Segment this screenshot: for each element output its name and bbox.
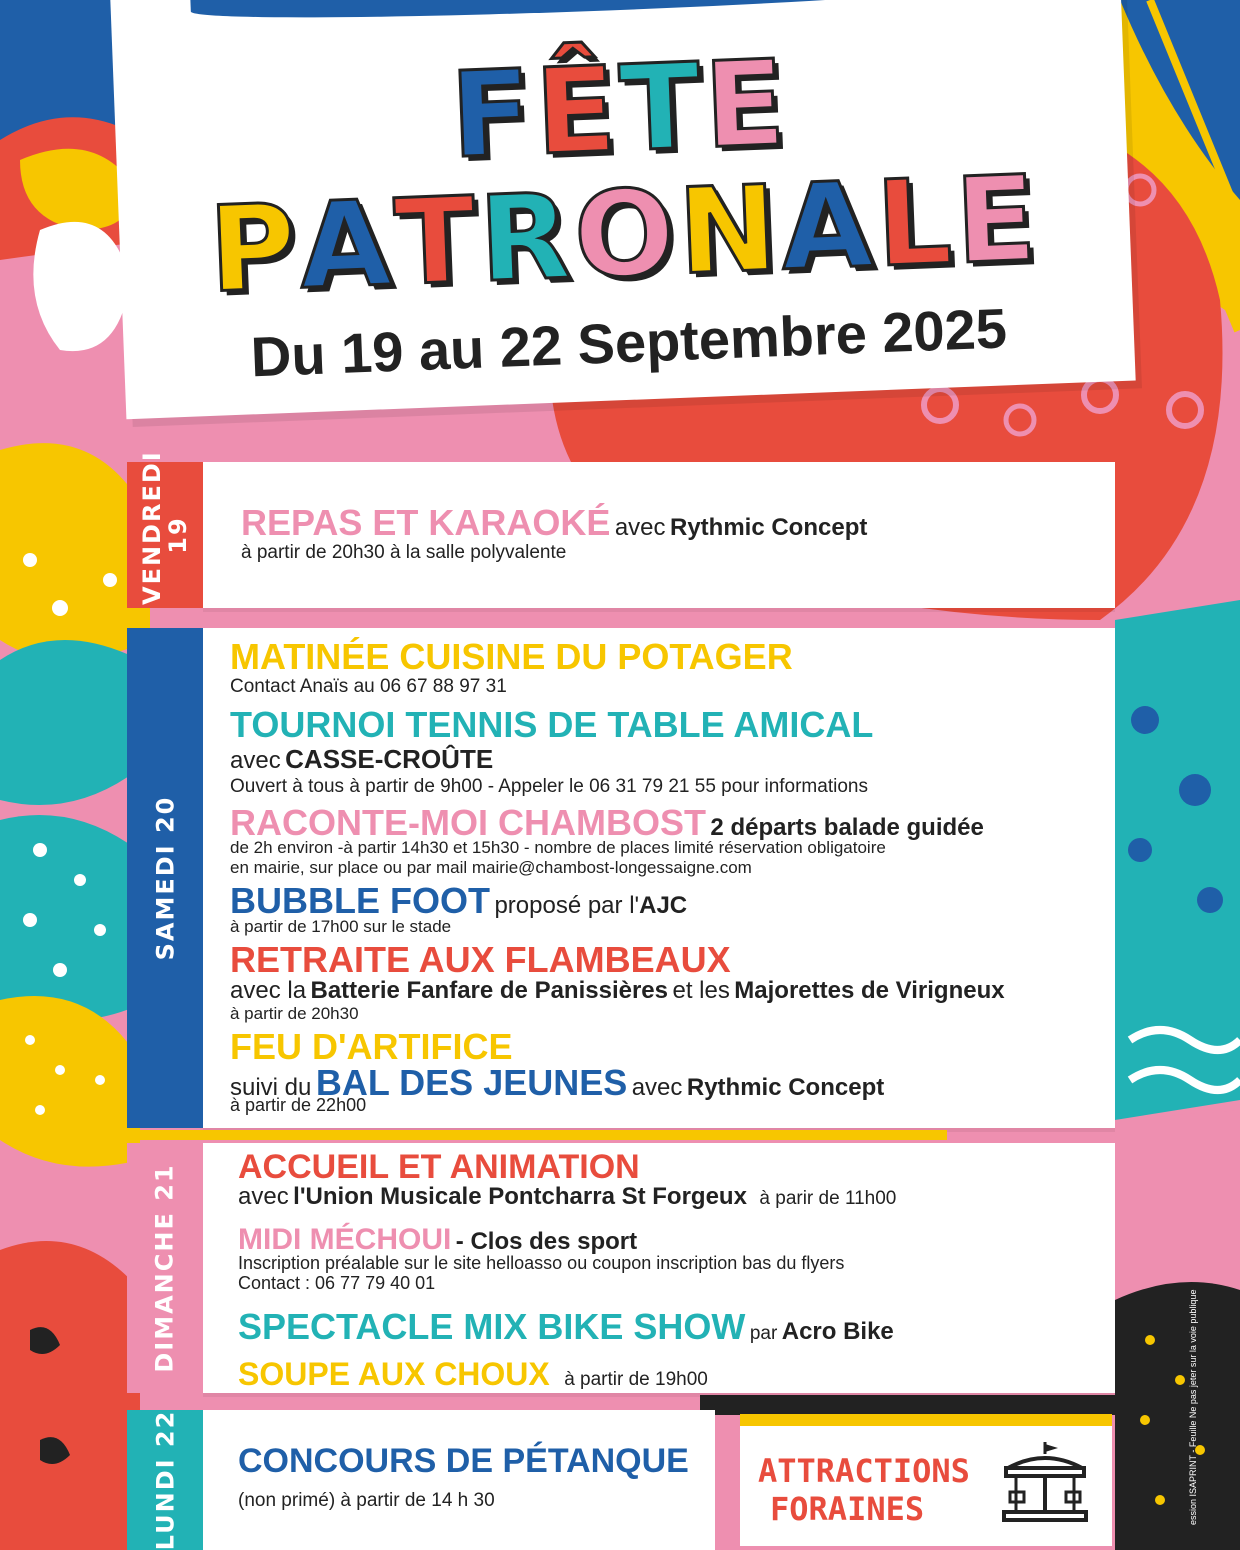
title-card-top-arc xyxy=(190,0,1031,26)
event-extra: CASSE-CROÛTE xyxy=(285,744,494,774)
print-note: ession ISAPRINT - Feuille Ne pas jeter sur la voie publique xyxy=(1188,1289,1198,1525)
title-letter: A xyxy=(297,173,398,316)
title-letter: O xyxy=(571,162,682,305)
event-info: à partir de 20h30 à la salle polyvalente xyxy=(241,542,567,563)
title-card xyxy=(110,0,1135,419)
panel-vendredi xyxy=(203,462,1115,608)
carousel-icon xyxy=(1002,1440,1088,1530)
event-time: à parir de 11h00 xyxy=(759,1188,897,1209)
title-letter: R xyxy=(476,166,577,309)
event-info: (non primé) à partir de 14 h 30 xyxy=(238,1490,495,1511)
attractions-line: FORAINES xyxy=(770,1490,925,1528)
day-tab-label: DIMANCHE 21 xyxy=(151,1163,179,1373)
event-title: SPECTACLE MIX BIKE SHOW xyxy=(238,1306,746,1347)
event-with: avec la xyxy=(230,977,307,1004)
event-info: à partir de 22h00 xyxy=(230,1095,367,1115)
event-title: REPAS ET KARAOKÉ xyxy=(241,502,611,543)
event-title: TOURNOI TENNIS DE TABLE AMICAL xyxy=(230,704,874,745)
title-letter: T xyxy=(617,36,708,179)
event-title: MATINÉE CUISINE DU POTAGER xyxy=(230,636,793,677)
event-by: par xyxy=(749,1323,778,1344)
panel-dimanche xyxy=(203,1143,1115,1393)
title-letter: E xyxy=(701,33,792,175)
event-info: en mairie, sur place ou par mail mairie@chambost-longessaigne.com xyxy=(230,858,752,877)
title-letter: T xyxy=(392,170,483,312)
attractions-line: ATTRACTIONS xyxy=(758,1452,970,1490)
panel-lundi xyxy=(203,1410,715,1550)
title-patronale xyxy=(118,149,1132,319)
event-extra: 2 départs balade guidée xyxy=(710,814,984,841)
event-with: avec xyxy=(614,514,666,541)
event-title: ACCUEIL ET ANIMATION xyxy=(238,1148,640,1186)
title-letter: E xyxy=(952,149,1043,291)
event-by: proposé par l' xyxy=(494,892,640,919)
title-letter: N xyxy=(675,159,784,301)
event-extra: BAL DES JEUNES xyxy=(315,1062,628,1103)
event-performer: Acro Bike xyxy=(781,1318,894,1345)
event-extra: - Clos des sport xyxy=(455,1228,638,1255)
event-info: Ouvert à tous à partir de 9h00 - Appeler le 06 31 79 21 55 pour informations xyxy=(230,776,868,797)
event-title: SOUPE AUX CHOUX xyxy=(238,1356,550,1392)
event-with: avec xyxy=(631,1074,683,1101)
title-letter: A xyxy=(778,155,880,297)
event-performer: Rythmic Concept xyxy=(669,514,868,541)
day-tab-label: VENDREDI 19 xyxy=(138,450,192,605)
event-time: à partir de 19h00 xyxy=(564,1369,708,1390)
event-title: RETRAITE AUX FLAMBEAUX xyxy=(230,939,731,980)
event-info: à partir de 20h30 xyxy=(230,1004,359,1023)
event-performer: AJC xyxy=(639,892,688,919)
event-with: avec xyxy=(238,1183,289,1210)
event-title: MIDI MÉCHOUI xyxy=(238,1223,452,1256)
event-performer: Majorettes de Virigneux xyxy=(734,977,1005,1004)
day-tab-label: LUNDI 22 xyxy=(151,1409,179,1550)
event-follow: suivi du xyxy=(230,1074,312,1101)
day-tab-lundi xyxy=(127,1410,203,1550)
event-title: FEU D'ARTIFICE xyxy=(230,1026,513,1067)
event-info: à partir de 17h00 sur le stade xyxy=(230,917,452,936)
title-letter: L xyxy=(873,152,959,294)
event-dates: Du 19 au 22 Septembre 2025 xyxy=(249,296,1008,389)
panel-samedi xyxy=(203,628,1115,1128)
attractions-label xyxy=(758,1452,970,1528)
event-title: CONCOURS DE PÉTANQUE xyxy=(238,1442,689,1480)
day-tab-samedi xyxy=(127,628,203,1128)
day-tab-dimanche xyxy=(127,1143,203,1393)
event-title: BUBBLE FOOT xyxy=(230,880,490,921)
event-with: avec xyxy=(230,747,281,774)
title-letter: P xyxy=(206,177,303,319)
event-performer: Rythmic Concept xyxy=(686,1074,885,1101)
event-info: de 2h environ -à partir 14h30 et 15h30 - nombre de places limité réservation obligatoire xyxy=(230,838,886,857)
event-performer: l'Union Musicale Pontcharra St Forgeux xyxy=(293,1183,747,1210)
event-title: RACONTE-MOI CHAMBOST xyxy=(230,802,706,843)
event-info: Contact : 06 77 79 40 01 xyxy=(238,1273,436,1293)
event-info: Contact Anaïs au 06 67 88 97 31 xyxy=(230,676,507,697)
event-and: et les xyxy=(672,977,730,1004)
title-letter: Ê xyxy=(532,40,623,182)
divider-strip xyxy=(127,1130,947,1140)
title-letter: F xyxy=(448,43,539,185)
day-tab-label: SAMEDI 20 xyxy=(151,795,179,961)
attractions-box xyxy=(740,1414,1112,1546)
day-tab-vendredi xyxy=(127,450,203,608)
event-info: Inscription préalable sur le site helloasso ou coupon inscription bas du flyers xyxy=(238,1253,845,1273)
event-performer: Batterie Fanfare de Panissières xyxy=(310,977,669,1004)
